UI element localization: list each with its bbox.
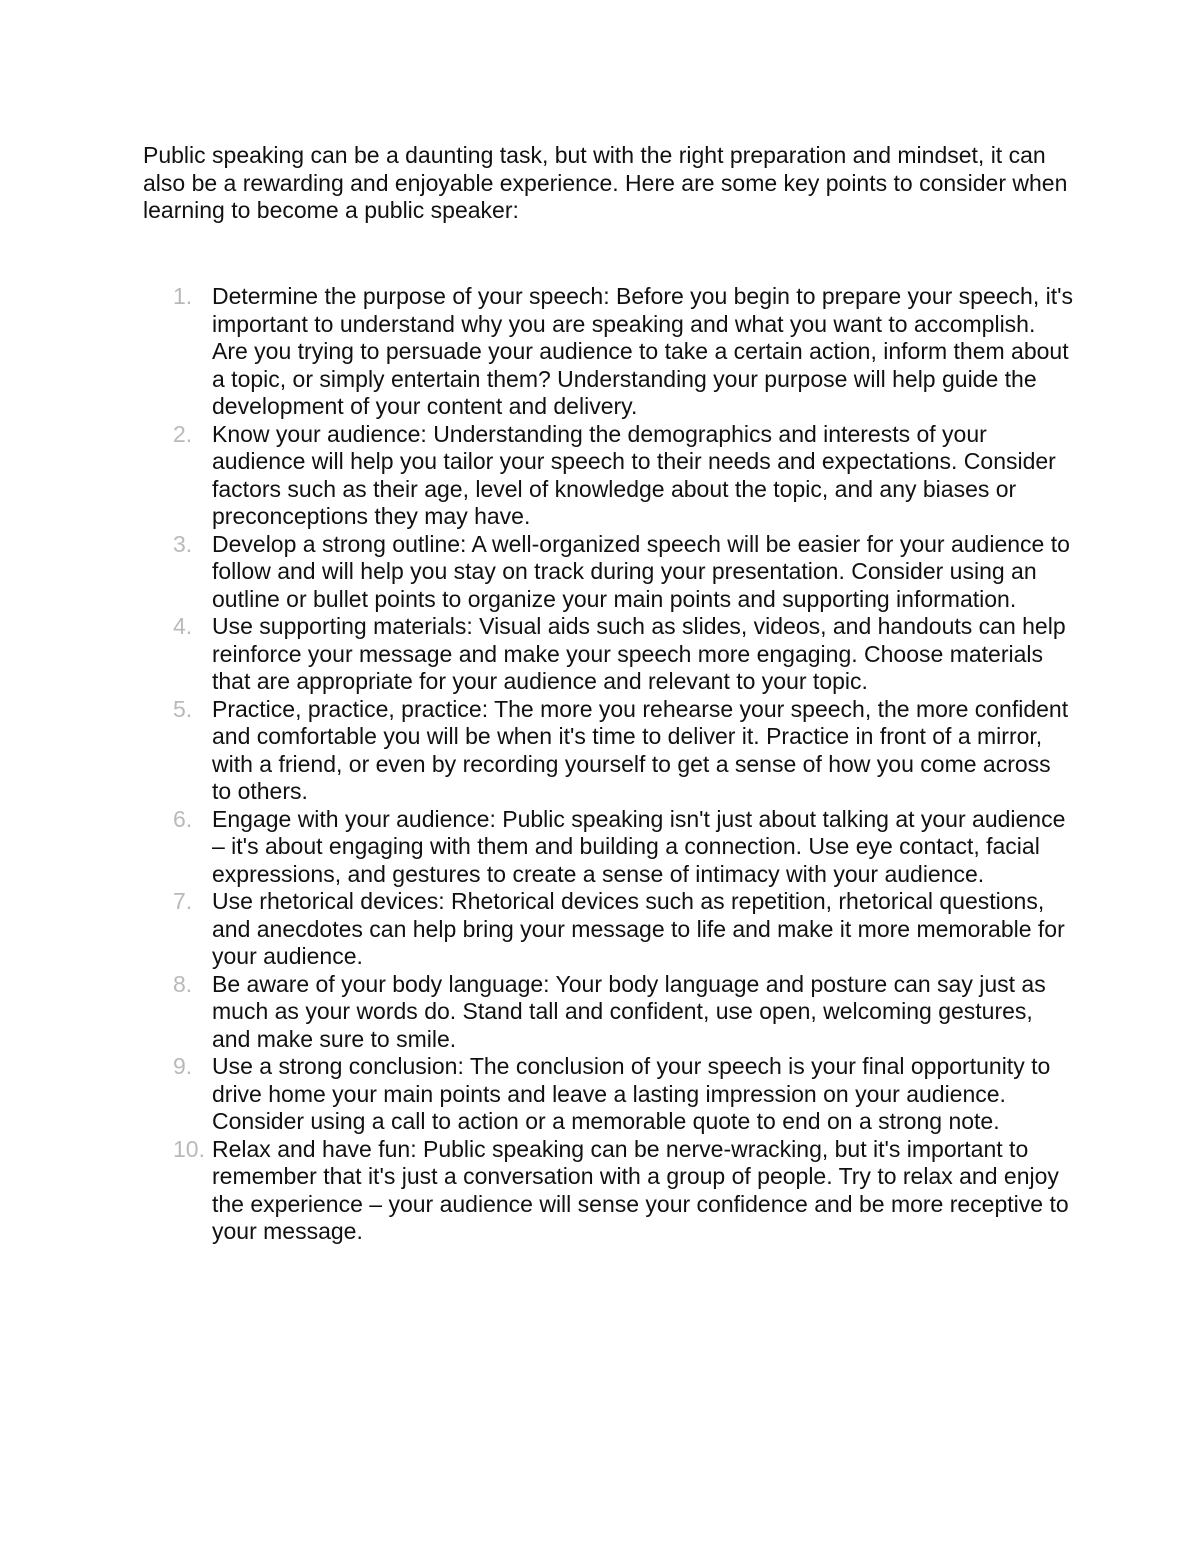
list-item [143, 613, 1073, 696]
list-item-text: Develop a strong outline: A well-organized speech will be easier for your audience to follow and will help you stay on track during your presentation. Consider using an outline or bullet points to organize your main points and supporting information. [212, 530, 1070, 612]
list-item [143, 531, 1073, 614]
list-item-text: Determine the purpose of your speech: Before you begin to prepare your speech, it's important to understand why you are speaking and what you want to accomplish. Are you trying to persuade your audience to take a certain action, inform them about a topic, or simply entertain them? Understanding your purpose will help guide the development of your content and delivery. [212, 283, 1074, 419]
list-item-text: Relax and have fun: Public speaking can be nerve-wracking, but it's important to remember that it's just a conversation with a group of people. Try to relax and enjoy the experience – your audience will sense your confidence and be more receptive to your message. [212, 1135, 1069, 1244]
list-item-text: Know your audience: Understanding the demographics and interests of your audience will help you tailor your speech to their needs and expectations. Consider factors such as their age, level of knowledge about the topic, and any biases or preconceptions they may have. [212, 420, 1056, 529]
list-item-text: Engage with your audience: Public speaking isn't just about talking at your audience – it's about engaging with them and building a connection. Use eye contact, facial expressions, and gestures to create a sense of intimacy with your audience. [212, 805, 1066, 887]
list-item [143, 888, 1073, 971]
list-number: 4. [173, 613, 193, 639]
list-item-text: Use rhetorical devices: Rhetorical devices such as repetition, rhetorical questions, and anecdotes can help bring your message to life and make it more memorable for your audience. [212, 888, 1065, 969]
list-item [143, 283, 1073, 421]
list-number: 10. [173, 1135, 205, 1162]
list-item [143, 806, 1073, 889]
list-number: 2. [173, 420, 193, 447]
list-number: 3. [173, 530, 193, 557]
list-item [143, 696, 1073, 806]
list-number: 5. [173, 695, 193, 722]
list-number: 8. [173, 970, 193, 997]
list-item [143, 1136, 1073, 1246]
list-number: 1. [173, 283, 193, 309]
list-item [143, 421, 1073, 531]
list-item-text: Use a strong conclusion: The conclusion of your speech is your final opportunity to drive home your main points and leave a lasting impression on your audience. Consider using a call to action or a memorable quote to end on a strong note. [212, 1053, 1051, 1134]
list-number: 6. [173, 805, 193, 832]
list-number: 9. [173, 1053, 193, 1079]
intro-paragraph: Public speaking can be a daunting task, but with the right preparation and mindset, it can also be a rewarding and enjoyable experience. Here are some key points to consider when learning to become a public speaker: [143, 142, 1068, 223]
list-item [143, 971, 1073, 1054]
list-item-text: Be aware of your body language: Your body language and posture can say just as much as your words do. Stand tall and confident, use open, welcoming gestures, and make sure to smile. [212, 970, 1046, 1052]
list-item [143, 1053, 1073, 1136]
list-item-text: Practice, practice, practice: The more you rehearse your speech, the more confident and comfortable you will be when it's time to deliver it. Practice in front of a mirror, with a friend, or even by recording yourself to get a sense of how you come across to others. [212, 695, 1069, 804]
list-item-text: Use supporting materials: Visual aids such as slides, videos, and handouts can help reinforce your message and make your speech more engaging. Choose materials that are appropriate for your audience and relevant to your topic. [212, 613, 1066, 694]
list-number: 7. [173, 888, 193, 914]
numbered-list [143, 283, 1073, 1246]
